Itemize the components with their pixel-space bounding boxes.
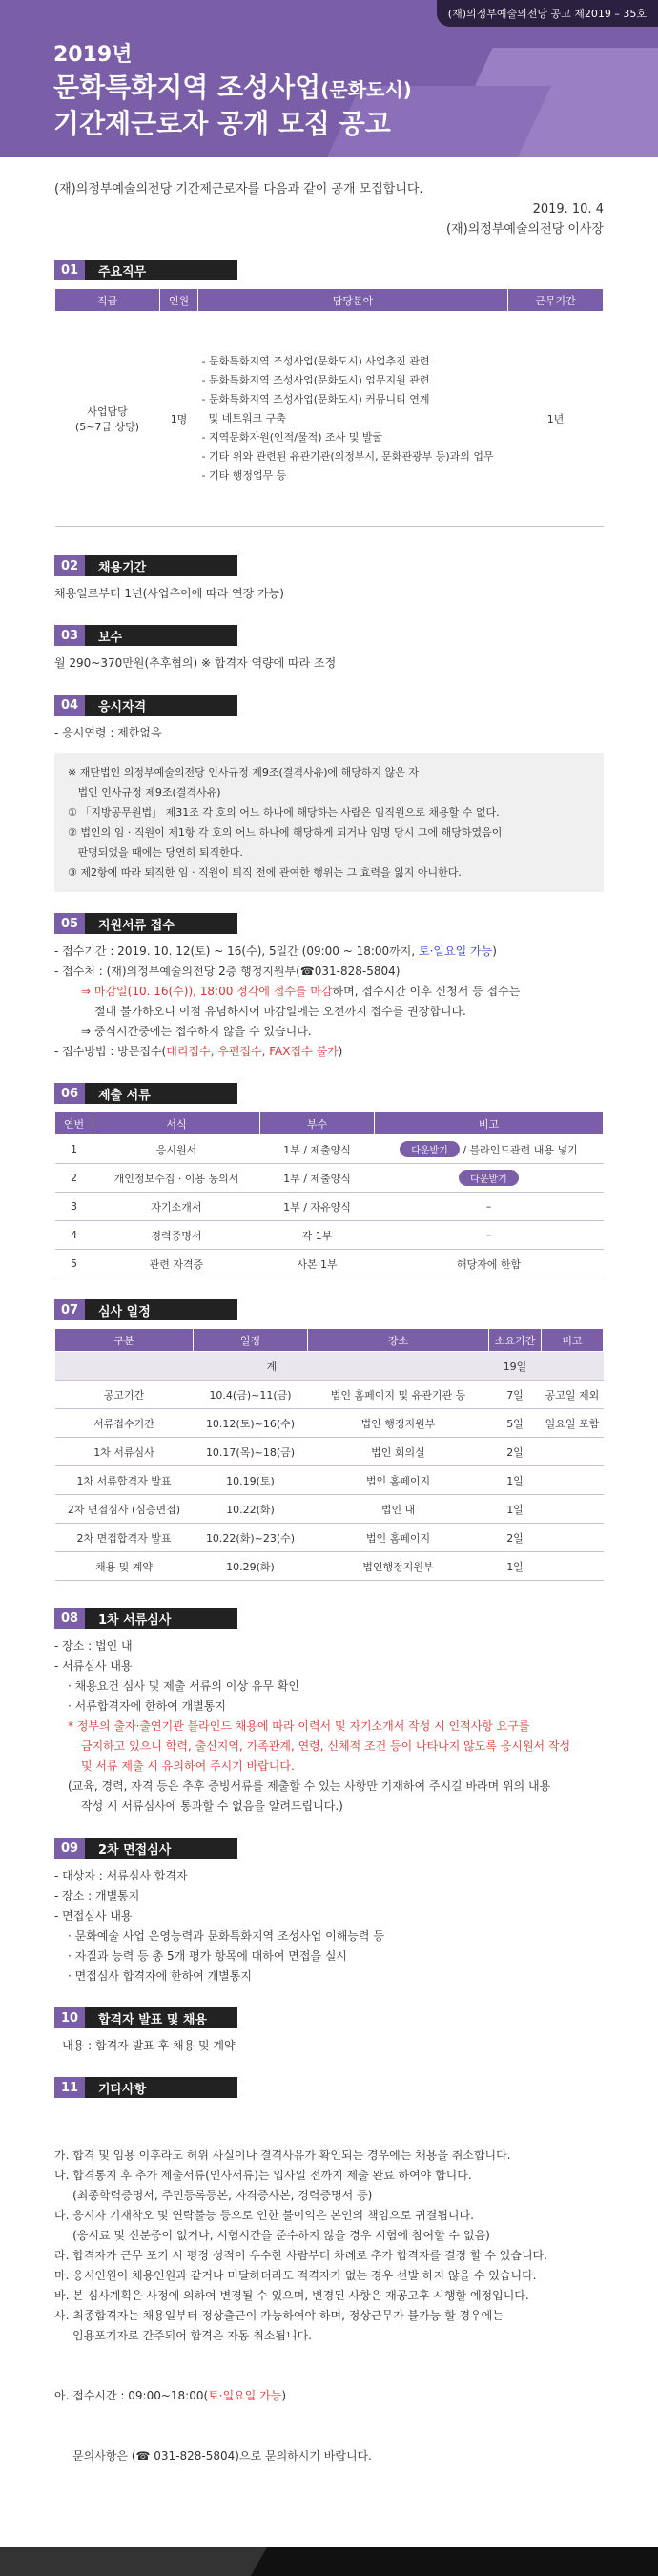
section-qualification — [54, 695, 604, 892]
table-row: 2차 면접합격자 발표 10.22(화)~23(수) 법인 홈페이지 2일 — [55, 1524, 604, 1552]
footer-decoration — [0, 2547, 267, 2576]
col-header: 비고 — [542, 1329, 604, 1352]
section-header: 11 기타사항 — [54, 2077, 604, 2098]
section-application — [54, 913, 604, 1062]
col-header: 인원 — [160, 289, 198, 312]
col-header: 담당분야 — [198, 289, 508, 312]
table-row: 1 응시원서 1부 / 제출양식 다운받기 / 블라인드관련 내용 넣기 — [55, 1135, 604, 1164]
table-row: 3 자기소개서 1부 / 자유양식 – — [55, 1193, 604, 1221]
rank-cell: 사업담당 (5~7급 상당) — [55, 312, 160, 527]
reception-time-line: 아. 접수시간 : 09:00~18:00(토·일요일 가능) — [54, 2389, 287, 2402]
table-row: 서류접수기간 10.12(토)~16(수) 법인 행정지원부 5일 일요일 포함 — [55, 1409, 604, 1438]
section-text: - 응시연령 : 제한없음 — [54, 726, 162, 739]
section-schedule — [54, 1299, 604, 1581]
header-year: 2019년 — [53, 43, 133, 67]
table-row: 1차 서류합격자 발표 10.19(토) 법인 홈페이지 1일 — [55, 1466, 604, 1495]
col-header: 일정 — [194, 1329, 308, 1352]
intro — [0, 157, 658, 237]
table-row: 1차 서류심사 10.17(목)~18(금) 법인 회의실 2일 — [55, 1438, 604, 1466]
section-duties — [54, 260, 604, 527]
section-header: 06 제출 서류 — [54, 1083, 604, 1104]
section-text: 채용일로부터 1년(사업추이에 따라 연장 가능) — [54, 587, 284, 600]
table-row: 4 경력증명서 각 1부 – — [55, 1221, 604, 1250]
col-header: 비고 — [375, 1112, 604, 1135]
section-header: 05 지원서류 접수 — [54, 913, 604, 934]
section-text: - 장소 : 법인 내 - 서류심사 내용 · 채용요건 심사 및 제출 서류의 이상 유무 확인 · 서류합격자에 한하여 개별통지 * 정부의 출자·출연기관 블라인드 채용에 따라 이력서 및 자기소개서 작성 시 인적사항 요구를 금지하고 있으니 학력, 출신지역, 가족관계, 연령, 신체적 조건 등이 나타나지 않도록 응시원서 작성 및 서류 제출 시 유의하여 주시기 바랍니다. (교육, 경력, 자격 등은 추후 증빙서류를 제출할 수 있는 사항만 기재하여 주시길 바라며 위의 내용 작성 시 서류심사에 통과할 수 없음을 알려드립니다.) — [54, 1639, 571, 1813]
col-header: 구분 — [55, 1329, 194, 1352]
section-interview — [54, 1838, 604, 1986]
section-header: 04 응시자격 — [54, 695, 604, 716]
section-header: 03 보수 — [54, 625, 604, 646]
section-text: 월 290~370만원(추후협의) ※ 합격자 역량에 따라 조정 — [54, 656, 337, 670]
section-text: - 대상자 : 서류심사 합격자 - 장소 : 개별통지 - 면접심사 내용 · 문화예술 사업 운영능력과 문화특화지역 조성사업 이해능력 등 · 자질과 능력 등 총 5개 평가 항목에 대하여 면접을 실시 · 면접심사 합격자에 한하여 개별통지 — [54, 1869, 384, 1983]
section-salary — [54, 625, 604, 674]
download-button[interactable]: 다운받기 — [400, 1141, 460, 1157]
section-misc — [54, 2077, 604, 2506]
warn-line-3: ⇒ 중식시간중에는 접수하지 않을 수 있습니다. — [81, 1025, 312, 1038]
section-document-review — [54, 1608, 604, 1817]
notice-number-tag: (재)의정부예술의전당 공고 제2019 – 35호 — [437, 0, 658, 27]
header-banner — [0, 0, 658, 157]
schedule-table — [54, 1328, 604, 1581]
col-header: 부수 — [260, 1112, 375, 1135]
warn-line-2: 절대 불가하오니 이점 유념하시어 마감일에는 오전까지 접수를 권장합니다. — [94, 1005, 466, 1018]
intro-text: (재)의정부예술의전당 기간제근로자를 다음과 같이 공개 모집합니다. — [54, 182, 423, 197]
section-text: - 내용 : 합격자 발표 후 채용 및 계약 — [54, 2039, 236, 2052]
col-header: 연번 — [55, 1112, 93, 1135]
download-button[interactable]: 다운받기 — [459, 1170, 519, 1186]
period-line: - 접수기간 : 2019. 10. 12(토) ~ 16(수), 5일간 (09:00 ~ 18:00까지, 토·일요일 가능) — [54, 945, 497, 958]
duties-table — [54, 288, 604, 527]
table-row: 채용 및 계약 10.29(화) 법인행정지원부 1일 — [55, 1552, 604, 1581]
section-header: 09 2차 면접심사 — [54, 1838, 604, 1859]
section-announcement — [54, 2007, 604, 2056]
intro-date: 2019. 10. 4 — [532, 202, 604, 217]
section-title: 주요직무 — [85, 260, 237, 280]
section-header — [54, 260, 604, 280]
section-documents — [54, 1083, 604, 1278]
col-header: 근무기간 — [508, 289, 604, 312]
warn-line: ⇒ 마감일(10. 16(수)), 18:00 정각에 접수를 마감하며, 접수시간 이후 신청서 등 접수는 — [81, 985, 521, 998]
col-header: 직급 — [55, 289, 160, 312]
section-text — [54, 942, 604, 1062]
total-row: 계 19일 — [55, 1352, 604, 1381]
section-header: 02 채용기간 — [54, 555, 604, 576]
table-row: 5 관련 자격증 사본 1부 해당자에 한함 — [55, 1250, 604, 1278]
footer-bar — [0, 2547, 658, 2576]
col-header: 소요기간 — [489, 1329, 542, 1352]
table-row: 2 개인정보수집 · 이용 동의서 1부 / 제출양식 다운받기 — [55, 1164, 604, 1193]
section-header: 07 심사 일정 — [54, 1299, 604, 1320]
documents-table — [54, 1111, 604, 1278]
intro-org: (재)의정부예술의전당 이사장 — [446, 222, 604, 237]
table-row: 2차 면접심사 (심층면접) 10.22(화) 법인 내 1일 — [55, 1495, 604, 1524]
section-header: 08 1차 서류심사 — [54, 1608, 604, 1629]
header-title: 문화특화지역 조성사업(문화도시) — [53, 72, 412, 103]
section-header: 10 합격자 발표 및 채용 — [54, 2007, 604, 2028]
header-title-line2: 기간제근로자 공개 모집 공고 — [53, 108, 391, 139]
period-cell: 1년 — [508, 312, 604, 527]
place-line: - 접수처 : (재)의정부예술의전당 2층 행정지원부(☎031-828-5804) — [54, 965, 401, 978]
table-row: 공고기간 10.4(금)~11(금) 법인 홈페이지 및 유관기관 등 7일 공고일 제외 — [55, 1381, 604, 1409]
section-hiring-period — [54, 555, 604, 604]
duties-cell: - 문화특화지역 조성사업(문화도시) 사업추진 관련 - 문화특화지역 조성사업(문화도시) 업무지원 관련 - 문화특화지역 조성사업(문화도시) 커뮤니티 연계 및 네트워크 구축 - 지역문화자원(인적/물적) 조사 및 발굴 - 기타 위와 관련된 유관기관(의정부시, 문화관광부 등)과의 업무 - 기타 행정업무 등 — [198, 312, 508, 527]
count-cell: 1명 — [160, 312, 198, 527]
col-header: 서식 — [93, 1112, 260, 1135]
section-number: 01 — [54, 260, 85, 280]
col-header: 장소 — [308, 1329, 489, 1352]
disqualification-note: ※ 재단법인 의정부예술의전당 인사규정 제9조(결격사유)에 해당하지 않은 자 법인 인사규정 제9조(결격사유) ① 「지방공무원법」 제31조 각 호의 어느 하나에 해당하는 사람은 임직원으로 채용할 수 없다. ② 법인의 임 · 직원이 제1항 각 호의 어느 하나에 해당하게 되거나 임명 당시 그에 해당하였음이 판명되었을 때에는 당연히 퇴직한다. ③ 제2항에 따라 퇴직한 임 · 직원이 퇴직 전에 관여한 행위는 그 효력을 잃지 아니한다. — [54, 753, 604, 892]
method-line: - 접수방법 : 방문접수(대리접수, 우편접수, FAX접수 불가) — [54, 1045, 343, 1058]
section-text: 가. 합격 및 임용 이후라도 허위 사실이나 결격사유가 확인되는 경우에는 채용을 취소합니다. 나. 합격통지 후 추가 제출서류(인사서류)는 입사일 전까지 제출 완료 하여야 합니다. (최종학력증명서, 주민등록등본, 자격증사본, 경력증명서 등) 다. 응시자 기재착오 및 연락불능 등으로 인한 불이익은 본인의 책임으로 귀결됩니다. (응시료 및 신분증이 없거나, 시험시간을 준수하지 않을 경우 시험에 참여할 수 없음) 라. 합격자가 근무 포기 시 평정 성적이 우수한 사람부터 차례로 추가 합격자를 결정 할 수 있습니다. 마. 응시인원이 채용인원과 같거나 미달하더라도 적격자가 없는 경우 선발 하지 않을 수 있습니다. 바. 본 심사계획은 사정에 의하여 변경될 수 있으며, 변경된 사항은 재공고후 시행할 예정입니다. 사. 최종합격자는 채용일부터 정상출근이 가능하여야 하며, 정상근무가 불가능 할 경우에는 임용포기자로 간주되어 합격은 자동 취소됩니다. 아. 접수시간 : 09:00~18:00(토·일요일 가능) 문의사항은 (☎ 031-828-5804)으로 문의하시기 바랍니다. — [54, 2106, 604, 2506]
